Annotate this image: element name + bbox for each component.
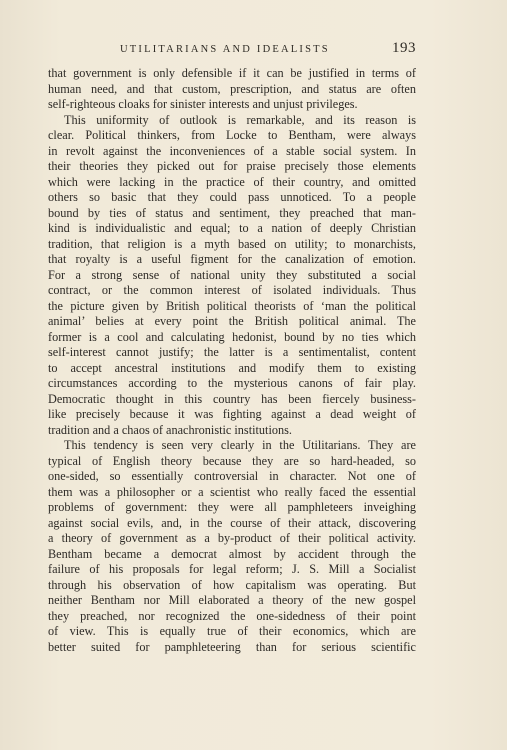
text-line: circumstances according to the mysterious canons of fair play.: [48, 376, 416, 390]
text-line: problems of government: they were all pamphleteers inveighing: [48, 500, 416, 514]
body-text: [48, 66, 416, 655]
text-line: tradition, that religion is a myth based on utility; to monarchists,: [48, 236, 416, 251]
text-line: For a strong sense of national unity they substituted a social: [48, 267, 416, 282]
text-line: against social evils, and, in the course of their attack, discovering: [48, 515, 416, 530]
text-line: one-sided, so essentially controversial in character. Not one of: [48, 469, 416, 483]
text-line: they preached, nor recognized the one-sidedness of their point: [48, 608, 416, 623]
paragraph-first-line: This uniformity of outlook is remarkable, and its reason is: [64, 112, 416, 127]
text-line: in revolt against the inconveniences of a stable social system. In: [48, 143, 416, 158]
text-line: Democratic thought in this country has been fiercely business-: [48, 391, 416, 406]
text-line: contract, or the common interest of isolated individuals. Thus: [48, 283, 416, 297]
text-line: former is a cool and calculating hedonist, bound by no ties which: [48, 329, 416, 344]
text-line: the picture given by British political theorists of ‘man the political: [48, 298, 416, 313]
text-line: that royalty is a useful figment for the canalization of emotion.: [48, 252, 416, 266]
page-number: 193: [392, 40, 416, 56]
text-line: clear. Political thinkers, from Locke to Bentham, were always: [48, 128, 416, 142]
text-line: that government is only defensible if it can be justified in terms of: [48, 66, 416, 80]
running-head: [48, 42, 416, 62]
text-line: typical of English theory because they are so hard-headed, so: [48, 453, 416, 468]
text-line: self-righteous cloaks for sinister interests and unjust privileges.: [48, 97, 358, 111]
text-line: to accept ancestral institutions and modify them to existing: [48, 360, 416, 375]
text-line: through his observation of how capitalism was operating. But: [48, 577, 416, 592]
paragraph-first-line: This tendency is seen very clearly in the Utilitarians. They are: [64, 438, 416, 452]
text-line: failure of his proposals for legal reform; J. S. Mill a Socialist: [48, 562, 416, 576]
text-line: Bentham became a democrat almost by accident through the: [48, 546, 416, 561]
text-line: human need, and that custom, prescription, and status are often: [48, 81, 416, 96]
text-line: a theory of government as a by-product of their political activity.: [48, 531, 416, 545]
text-line: better suited for pamphleteering than for serious scientific: [48, 639, 416, 654]
text-line: which were lacking in the practice of their country, and omitted: [48, 174, 416, 189]
text-line: animal’ belies at every point the British political animal. The: [48, 314, 416, 328]
text-line: bound by ties of status and sentiment, they preached that man-: [48, 205, 416, 220]
text-line: neither Bentham nor Mill elaborated a theory of the new gospel: [48, 593, 416, 607]
text-line: self-interest cannot justify; the latter is a sentimentalist, content: [48, 345, 416, 359]
text-line: kind is individualistic and equal; to a nation of deeply Christian: [48, 221, 416, 235]
text-line: of view. This is equally true of their economics, which are: [48, 624, 416, 638]
running-title: UTILITARIANS AND IDEALISTS: [120, 44, 330, 55]
text-line: them was a philosopher or a scientist who really faced the essential: [48, 484, 416, 499]
text-line: like precisely because it was fighting against a dead weight of: [48, 407, 416, 421]
text-line: others so basic that they could pass unnoticed. To a people: [48, 190, 416, 204]
text-line: their theories they picked out for praise precisely those elements: [48, 159, 416, 173]
text-line: tradition and a chaos of anachronistic institutions.: [48, 422, 292, 437]
